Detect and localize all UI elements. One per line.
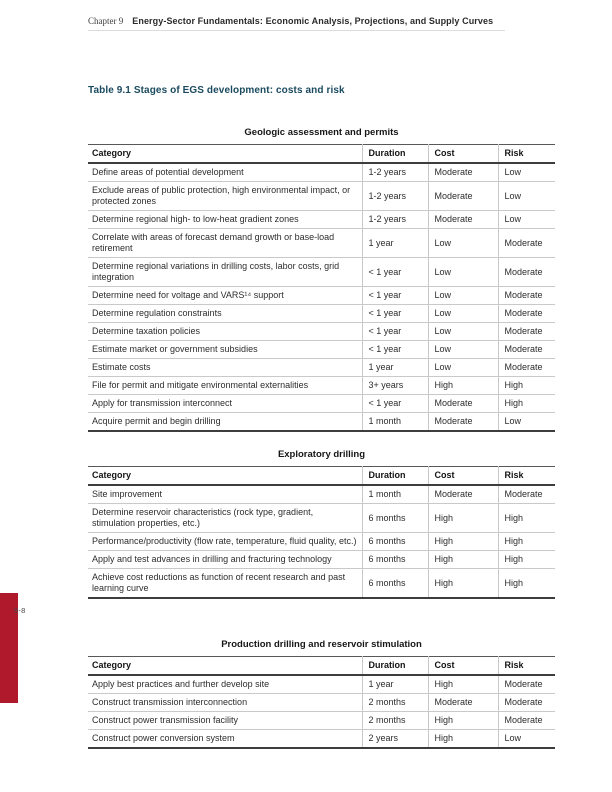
table-header-row [88, 467, 555, 486]
table-header-row [88, 657, 555, 676]
table-row [88, 341, 555, 359]
table-caption: Production drilling and reservoir stimulation [221, 639, 422, 650]
table-cell: Moderate [498, 258, 555, 287]
table-cell: 1 year [362, 359, 428, 377]
table-cell: 2 months [362, 712, 428, 730]
table-cell: Low [428, 359, 498, 377]
table-cell: 6 months [362, 551, 428, 569]
chapter-title: Energy-Sector Fundamentals: Economic Analysis, Projections, and Supply Curves [132, 16, 494, 26]
table-cell: 6 months [362, 504, 428, 533]
column-header-category: Category [88, 657, 362, 676]
table-cell: Low [428, 287, 498, 305]
table-cell: Moderate [498, 694, 555, 712]
table-row [88, 413, 555, 432]
table-cell: Moderate [428, 182, 498, 211]
table-cell: Apply for transmission interconnect [88, 395, 362, 413]
table-cell: High [428, 551, 498, 569]
table-cell: Low [428, 258, 498, 287]
table-cell: High [428, 569, 498, 599]
table-cell: Low [498, 163, 555, 182]
table-cell: Moderate [428, 485, 498, 504]
table-row [88, 395, 555, 413]
table-row [88, 287, 555, 305]
table-cell: Low [428, 323, 498, 341]
geologic-assessment-table [88, 144, 555, 432]
table-cell: Moderate [498, 359, 555, 377]
table-cell: 1 year [362, 229, 428, 258]
table-cell: Low [428, 229, 498, 258]
table-cell: Low [498, 730, 555, 749]
table-cell: 1-2 years [362, 182, 428, 211]
column-header-duration: Duration [362, 145, 428, 164]
table-row [88, 258, 555, 287]
table-cell: Low [428, 305, 498, 323]
column-header-duration: Duration [362, 467, 428, 486]
table-cell: Moderate [428, 211, 498, 229]
table-cell: High [428, 730, 498, 749]
table-cell: High [428, 377, 498, 395]
column-header-cost: Cost [428, 657, 498, 676]
table-cell: Achieve cost reductions as function of recent research and past learning curve [92, 572, 346, 593]
table-cell: < 1 year [362, 395, 428, 413]
table-cell: Moderate [498, 305, 555, 323]
table-cell: Apply and test advances in drilling and fracturing technology [88, 551, 362, 569]
table-cell: < 1 year [362, 287, 428, 305]
table-cell: Determine regional variations in drilling costs, labor costs, grid integration [88, 258, 362, 287]
table-row [88, 211, 555, 229]
production-drilling-table [88, 656, 555, 749]
table-cell: Determine reservoir characteristics (rock type, gradient, stimulation properties, etc.) [88, 504, 362, 533]
table-cell: Low [498, 211, 555, 229]
table-cell: High [428, 712, 498, 730]
table-cell: Determine need for voltage and VARS¹⁴ support [88, 287, 362, 305]
column-header-risk: Risk [498, 145, 555, 164]
table-cell: < 1 year [362, 305, 428, 323]
table-row [88, 712, 555, 730]
table-cell: Moderate [498, 323, 555, 341]
table-header-row [88, 145, 555, 164]
table-cell: Apply best practices and further develop site [88, 675, 362, 694]
chapter-label: Chapter 9 [88, 16, 124, 26]
column-header-risk: Risk [498, 657, 555, 676]
table-row [88, 305, 555, 323]
table-cell: High [428, 675, 498, 694]
table-section-geologic-assessment [88, 127, 555, 432]
table-cell: Estimate costs [88, 359, 362, 377]
table-cell: High [498, 377, 555, 395]
table-cell: Moderate [498, 675, 555, 694]
table-cell: Low [498, 413, 555, 432]
table-cell: < 1 year [362, 341, 428, 359]
table-cell: Moderate [498, 229, 555, 258]
table-cell: High [428, 533, 498, 551]
table-cell: Moderate [498, 485, 555, 504]
table-cell: Construct power conversion system [92, 733, 235, 743]
table-row [88, 504, 555, 533]
table-cell: Performance/productivity (flow rate, temperature, fluid quality, etc.) [88, 533, 362, 551]
table-section-exploratory-drilling [88, 449, 555, 599]
table-cell: High [498, 395, 555, 413]
table-caption: Geologic assessment and permits [244, 127, 399, 138]
table-row [88, 163, 555, 182]
table-cell: High [498, 533, 555, 551]
table-cell: High [498, 569, 555, 599]
table-section-production-drilling [88, 639, 555, 749]
column-header-risk: Risk [498, 467, 555, 486]
table-cell: Moderate [428, 395, 498, 413]
table-cell: Moderate [498, 341, 555, 359]
table-cell: Acquire permit and begin drilling [92, 416, 221, 426]
column-header-duration: Duration [362, 657, 428, 676]
table-title: Table 9.1 Stages of EGS development: costs and risk [88, 85, 345, 96]
table-row [88, 569, 555, 599]
table-cell: 6 months [362, 569, 428, 599]
column-header-category: Category [88, 145, 362, 164]
table-row [88, 229, 555, 258]
table-cell: 2 years [362, 730, 428, 749]
table-cell: 6 months [362, 533, 428, 551]
table-cell: Low [498, 182, 555, 211]
table-cell: Moderate [428, 163, 498, 182]
running-head-rule [88, 30, 505, 31]
table-cell: 1 month [362, 485, 428, 504]
table-cell: Construct power transmission facility [88, 712, 362, 730]
table-cell: File for permit and mitigate environmental externalities [88, 377, 362, 395]
table-cell: Determine regulation constraints [88, 305, 362, 323]
column-header-cost: Cost [428, 467, 498, 486]
table-row [88, 377, 555, 395]
table-cell: Correlate with areas of forecast demand growth or base-load retirement [88, 229, 362, 258]
table-cell: Low [428, 341, 498, 359]
table-cell: Exclude areas of public protection, high environmental impact, or protected zones [88, 182, 362, 211]
table-cell: 1-2 years [362, 163, 428, 182]
table-cell: 1 month [362, 413, 428, 432]
table-row [88, 551, 555, 569]
table-cell: Moderate [498, 287, 555, 305]
table-cell: Estimate market or government subsidies [88, 341, 362, 359]
column-header-category: Category [88, 467, 362, 486]
table-cell: High [428, 504, 498, 533]
table-cell: 1 year [362, 675, 428, 694]
table-row [88, 533, 555, 551]
table-row [88, 323, 555, 341]
table-cell: Determine regional high- to low-heat gradient zones [88, 211, 362, 229]
table-cell: 1-2 years [362, 211, 428, 229]
table-row [88, 675, 555, 694]
table-cell: < 1 year [362, 258, 428, 287]
table-cell: Construct transmission interconnection [88, 694, 362, 712]
table-cell: Moderate [428, 413, 498, 432]
exploratory-drilling-table [88, 466, 555, 599]
table-cell: Moderate [428, 694, 498, 712]
table-row [88, 359, 555, 377]
page-number: 9-8 [14, 606, 26, 615]
table-row [88, 730, 555, 749]
table-row [88, 182, 555, 211]
table-caption: Exploratory drilling [277, 449, 366, 460]
table-cell: Determine taxation policies [88, 323, 362, 341]
table-cell: High [498, 551, 555, 569]
table-cell: < 1 year [362, 323, 428, 341]
column-header-cost: Cost [428, 145, 498, 164]
table-cell: 3+ years [362, 377, 428, 395]
table-cell: Moderate [498, 712, 555, 730]
table-row [88, 694, 555, 712]
table-cell: 2 months [362, 694, 428, 712]
table-cell: Site improvement [88, 485, 362, 504]
running-head [88, 16, 558, 26]
table-row [88, 485, 555, 504]
table-cell: Define areas of potential development [88, 163, 362, 182]
table-cell: High [498, 504, 555, 533]
